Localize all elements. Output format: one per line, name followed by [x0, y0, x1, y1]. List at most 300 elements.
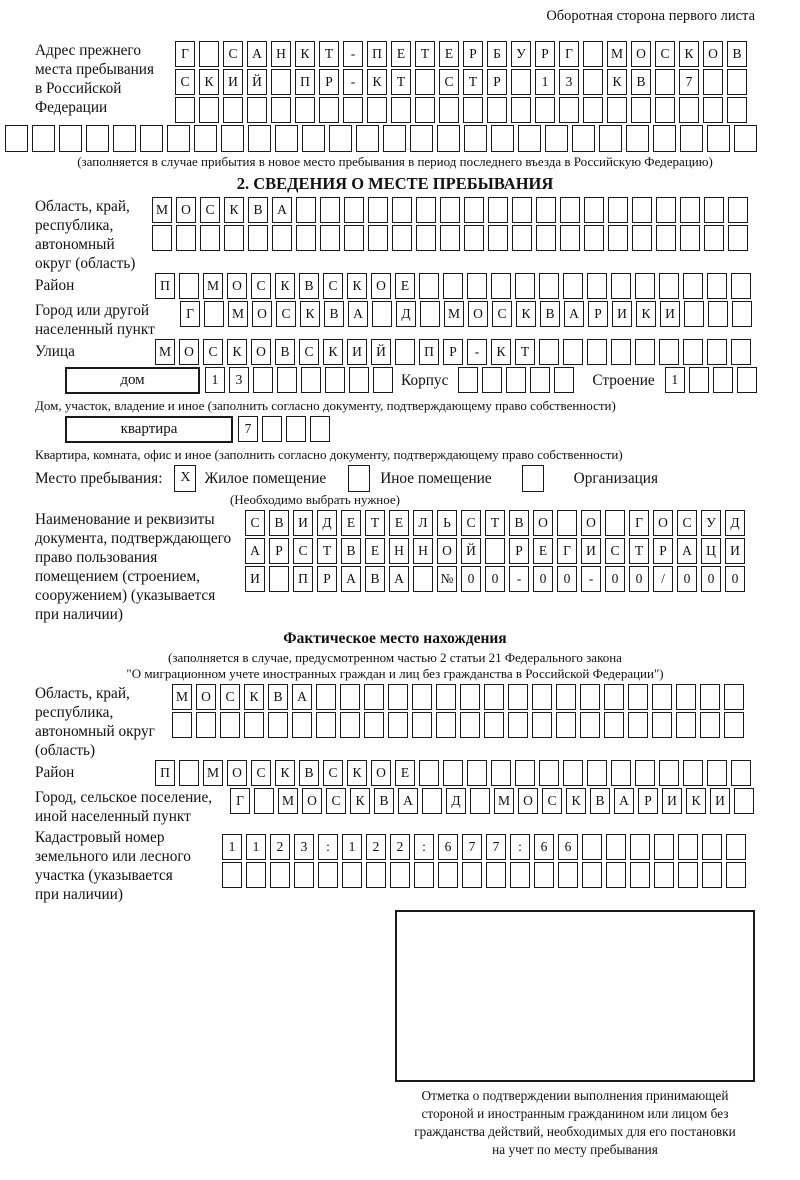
char-cell[interactable]: К	[244, 684, 264, 710]
char-cell[interactable]	[628, 712, 648, 738]
char-cell[interactable]: В	[590, 788, 610, 814]
char-cell[interactable]	[59, 125, 82, 152]
char-cell[interactable]: С	[175, 69, 195, 95]
char-cell[interactable]	[632, 225, 652, 251]
char-cell[interactable]	[659, 760, 679, 786]
char-cell[interactable]: О	[302, 788, 322, 814]
char-cell[interactable]	[443, 760, 463, 786]
char-cell[interactable]	[545, 125, 568, 152]
char-cell[interactable]: П	[155, 760, 175, 786]
char-cell[interactable]	[296, 225, 316, 251]
char-cell[interactable]: И	[245, 566, 265, 592]
char-cell[interactable]	[676, 684, 696, 710]
char-cell[interactable]	[482, 367, 502, 393]
char-cell[interactable]	[458, 367, 478, 393]
char-cell[interactable]	[580, 712, 600, 738]
char-cell[interactable]	[536, 225, 556, 251]
char-cell[interactable]	[316, 712, 336, 738]
char-cell[interactable]: М	[203, 273, 223, 299]
char-cell[interactable]	[316, 684, 336, 710]
char-cell[interactable]	[580, 684, 600, 710]
char-cell[interactable]: П	[419, 339, 439, 365]
char-cell[interactable]: С	[439, 69, 459, 95]
char-cell[interactable]: М	[444, 301, 464, 327]
char-cell[interactable]	[368, 197, 388, 223]
char-cell[interactable]	[419, 273, 439, 299]
char-cell[interactable]: О	[371, 273, 391, 299]
char-cell[interactable]	[678, 862, 698, 888]
char-cell[interactable]: Д	[725, 510, 745, 536]
char-cell[interactable]	[707, 339, 727, 365]
char-cell[interactable]: М	[228, 301, 248, 327]
char-cell[interactable]: П	[293, 566, 313, 592]
char-cell[interactable]: Т	[629, 538, 649, 564]
char-cell[interactable]	[703, 97, 723, 123]
char-cell[interactable]	[415, 97, 435, 123]
char-cell[interactable]: Д	[396, 301, 416, 327]
char-cell[interactable]	[731, 339, 751, 365]
char-cell[interactable]	[558, 862, 578, 888]
char-cell[interactable]	[340, 712, 360, 738]
char-cell[interactable]	[368, 225, 388, 251]
char-cell[interactable]: О	[251, 339, 271, 365]
char-cell[interactable]: 3	[229, 367, 249, 393]
char-cell[interactable]: С	[655, 41, 675, 67]
char-cell[interactable]	[532, 684, 552, 710]
char-cell[interactable]	[179, 273, 199, 299]
char-cell[interactable]	[726, 834, 746, 860]
char-cell[interactable]	[583, 69, 603, 95]
char-cell[interactable]: -	[467, 339, 487, 365]
char-cell[interactable]: О	[179, 339, 199, 365]
char-cell[interactable]: :	[414, 834, 434, 860]
char-cell[interactable]	[626, 125, 649, 152]
char-cell[interactable]	[419, 760, 439, 786]
char-cell[interactable]: С	[200, 197, 220, 223]
char-cell[interactable]	[680, 197, 700, 223]
char-cell[interactable]: -	[581, 566, 601, 592]
char-cell[interactable]: К	[491, 339, 511, 365]
char-cell[interactable]: Р	[535, 41, 555, 67]
char-cell[interactable]: Т	[463, 69, 483, 95]
char-cell[interactable]: О	[581, 510, 601, 536]
char-cell[interactable]	[222, 862, 242, 888]
char-cell[interactable]: 7	[679, 69, 699, 95]
char-cell[interactable]: К	[227, 339, 247, 365]
char-cell[interactable]	[464, 225, 484, 251]
char-cell[interactable]	[366, 862, 386, 888]
char-cell[interactable]: 0	[629, 566, 649, 592]
residential-checkbox[interactable]: X	[174, 465, 196, 492]
char-cell[interactable]	[318, 862, 338, 888]
char-cell[interactable]: :	[510, 834, 530, 860]
char-cell[interactable]: К	[300, 301, 320, 327]
char-cell[interactable]: В	[540, 301, 560, 327]
char-cell[interactable]	[388, 684, 408, 710]
char-cell[interactable]	[556, 712, 576, 738]
char-cell[interactable]	[440, 197, 460, 223]
char-cell[interactable]	[608, 197, 628, 223]
char-cell[interactable]	[443, 273, 463, 299]
char-cell[interactable]	[269, 566, 289, 592]
char-cell[interactable]: Е	[395, 273, 415, 299]
char-cell[interactable]: 0	[677, 566, 697, 592]
char-cell[interactable]	[460, 712, 480, 738]
char-cell[interactable]: П	[295, 69, 315, 95]
char-cell[interactable]: И	[581, 538, 601, 564]
char-cell[interactable]	[700, 684, 720, 710]
char-cell[interactable]	[412, 684, 432, 710]
char-cell[interactable]	[484, 684, 504, 710]
char-cell[interactable]: А	[245, 538, 265, 564]
char-cell[interactable]	[635, 339, 655, 365]
char-cell[interactable]	[635, 760, 655, 786]
char-cell[interactable]	[559, 97, 579, 123]
char-cell[interactable]: В	[299, 760, 319, 786]
char-cell[interactable]	[373, 367, 393, 393]
char-cell[interactable]	[508, 684, 528, 710]
char-cell[interactable]	[605, 510, 625, 536]
char-cell[interactable]: С	[677, 510, 697, 536]
char-cell[interactable]	[436, 684, 456, 710]
char-cell[interactable]: К	[224, 197, 244, 223]
char-cell[interactable]: Т	[391, 69, 411, 95]
char-cell[interactable]	[607, 97, 627, 123]
char-cell[interactable]	[410, 125, 433, 152]
char-cell[interactable]: 7	[462, 834, 482, 860]
char-cell[interactable]	[679, 97, 699, 123]
char-cell[interactable]	[437, 125, 460, 152]
char-cell[interactable]	[167, 125, 190, 152]
char-cell[interactable]	[532, 712, 552, 738]
char-cell[interactable]: 1	[535, 69, 555, 95]
char-cell[interactable]	[676, 712, 696, 738]
char-cell[interactable]	[587, 339, 607, 365]
char-cell[interactable]	[606, 862, 626, 888]
char-cell[interactable]: 6	[534, 834, 554, 860]
char-cell[interactable]: В	[727, 41, 747, 67]
char-cell[interactable]	[587, 273, 607, 299]
char-cell[interactable]: Г	[629, 510, 649, 536]
char-cell[interactable]: Т	[515, 339, 535, 365]
char-cell[interactable]	[604, 712, 624, 738]
char-cell[interactable]	[707, 125, 730, 152]
char-cell[interactable]	[301, 367, 321, 393]
char-cell[interactable]	[557, 510, 577, 536]
char-cell[interactable]: 3	[294, 834, 314, 860]
char-cell[interactable]	[727, 69, 747, 95]
char-cell[interactable]	[383, 125, 406, 152]
char-cell[interactable]	[140, 125, 163, 152]
char-cell[interactable]: 0	[557, 566, 577, 592]
char-cell[interactable]	[460, 684, 480, 710]
char-cell[interactable]: Т	[365, 510, 385, 536]
char-cell[interactable]	[420, 301, 440, 327]
char-cell[interactable]	[654, 862, 674, 888]
char-cell[interactable]: В	[248, 197, 268, 223]
char-cell[interactable]	[728, 197, 748, 223]
char-cell[interactable]	[491, 125, 514, 152]
char-cell[interactable]: 1	[222, 834, 242, 860]
char-cell[interactable]	[325, 367, 345, 393]
char-cell[interactable]	[270, 862, 290, 888]
char-cell[interactable]	[392, 225, 412, 251]
char-cell[interactable]	[467, 273, 487, 299]
char-cell[interactable]: Т	[317, 538, 337, 564]
char-cell[interactable]: С	[542, 788, 562, 814]
char-cell[interactable]	[277, 367, 297, 393]
char-cell[interactable]	[737, 367, 757, 393]
char-cell[interactable]: Р	[463, 41, 483, 67]
char-cell[interactable]	[275, 125, 298, 152]
char-cell[interactable]: Д	[317, 510, 337, 536]
char-cell[interactable]: И	[725, 538, 745, 564]
char-cell[interactable]: П	[367, 41, 387, 67]
char-cell[interactable]	[248, 225, 268, 251]
char-cell[interactable]	[438, 862, 458, 888]
char-cell[interactable]	[342, 862, 362, 888]
char-cell[interactable]	[486, 862, 506, 888]
char-cell[interactable]	[340, 684, 360, 710]
char-cell[interactable]: К	[347, 760, 367, 786]
char-cell[interactable]	[488, 197, 508, 223]
char-cell[interactable]: А	[341, 566, 361, 592]
char-cell[interactable]	[630, 834, 650, 860]
char-cell[interactable]	[655, 97, 675, 123]
char-cell[interactable]: О	[437, 538, 457, 564]
char-cell[interactable]: 6	[558, 834, 578, 860]
char-cell[interactable]	[463, 97, 483, 123]
char-cell[interactable]	[655, 69, 675, 95]
char-cell[interactable]: Р	[638, 788, 658, 814]
char-cell[interactable]: А	[677, 538, 697, 564]
char-cell[interactable]: Г	[557, 538, 577, 564]
char-cell[interactable]	[440, 225, 460, 251]
char-cell[interactable]: О	[252, 301, 272, 327]
char-cell[interactable]	[220, 712, 240, 738]
char-cell[interactable]: Т	[485, 510, 505, 536]
char-cell[interactable]: 1	[342, 834, 362, 860]
char-cell[interactable]: О	[227, 760, 247, 786]
char-cell[interactable]	[491, 273, 511, 299]
char-cell[interactable]	[583, 41, 603, 67]
char-cell[interactable]	[659, 339, 679, 365]
char-cell[interactable]: -	[343, 41, 363, 67]
char-cell[interactable]	[734, 125, 757, 152]
char-cell[interactable]	[535, 97, 555, 123]
char-cell[interactable]	[390, 862, 410, 888]
char-cell[interactable]: 1	[246, 834, 266, 860]
char-cell[interactable]: Н	[389, 538, 409, 564]
char-cell[interactable]: М	[278, 788, 298, 814]
char-cell[interactable]	[680, 225, 700, 251]
char-cell[interactable]	[487, 97, 507, 123]
char-cell[interactable]: 2	[366, 834, 386, 860]
char-cell[interactable]	[563, 760, 583, 786]
char-cell[interactable]: Е	[365, 538, 385, 564]
char-cell[interactable]: В	[299, 273, 319, 299]
char-cell[interactable]	[511, 97, 531, 123]
char-cell[interactable]	[356, 125, 379, 152]
char-cell[interactable]: Н	[271, 41, 291, 67]
char-cell[interactable]: С	[461, 510, 481, 536]
char-cell[interactable]	[391, 97, 411, 123]
char-cell[interactable]	[631, 97, 651, 123]
char-cell[interactable]: А	[614, 788, 634, 814]
char-cell[interactable]: М	[152, 197, 172, 223]
char-cell[interactable]	[652, 712, 672, 738]
char-cell[interactable]: С	[326, 788, 346, 814]
char-cell[interactable]: У	[701, 510, 721, 536]
char-cell[interactable]	[320, 225, 340, 251]
char-cell[interactable]: 3	[559, 69, 579, 95]
char-cell[interactable]	[364, 684, 384, 710]
char-cell[interactable]: С	[605, 538, 625, 564]
organization-checkbox[interactable]	[522, 465, 544, 492]
char-cell[interactable]: Й	[371, 339, 391, 365]
char-cell[interactable]: К	[679, 41, 699, 67]
char-cell[interactable]	[599, 125, 622, 152]
char-cell[interactable]: О	[533, 510, 553, 536]
char-cell[interactable]: С	[276, 301, 296, 327]
char-cell[interactable]: И	[662, 788, 682, 814]
char-cell[interactable]	[534, 862, 554, 888]
char-cell[interactable]	[491, 760, 511, 786]
char-cell[interactable]	[539, 760, 559, 786]
char-cell[interactable]	[510, 862, 530, 888]
char-cell[interactable]	[508, 712, 528, 738]
char-cell[interactable]	[582, 862, 602, 888]
char-cell[interactable]: Г	[230, 788, 250, 814]
char-cell[interactable]: Г	[175, 41, 195, 67]
char-cell[interactable]: Р	[653, 538, 673, 564]
char-cell[interactable]	[653, 125, 676, 152]
char-cell[interactable]: А	[292, 684, 312, 710]
char-cell[interactable]	[320, 197, 340, 223]
char-cell[interactable]: С	[323, 273, 343, 299]
char-cell[interactable]: Р	[487, 69, 507, 95]
char-cell[interactable]: А	[348, 301, 368, 327]
char-cell[interactable]: 7	[238, 416, 258, 442]
char-cell[interactable]	[224, 225, 244, 251]
char-cell[interactable]: С	[251, 273, 271, 299]
char-cell[interactable]: Р	[509, 538, 529, 564]
char-cell[interactable]	[462, 862, 482, 888]
char-cell[interactable]	[683, 760, 703, 786]
char-cell[interactable]: В	[341, 538, 361, 564]
char-cell[interactable]: С	[492, 301, 512, 327]
char-cell[interactable]	[572, 125, 595, 152]
char-cell[interactable]: С	[223, 41, 243, 67]
char-cell[interactable]	[422, 788, 442, 814]
char-cell[interactable]	[539, 339, 559, 365]
char-cell[interactable]: И	[347, 339, 367, 365]
char-cell[interactable]	[728, 225, 748, 251]
char-cell[interactable]	[684, 301, 704, 327]
char-cell[interactable]	[731, 273, 751, 299]
char-cell[interactable]	[708, 301, 728, 327]
char-cell[interactable]: В	[631, 69, 651, 95]
char-cell[interactable]: К	[275, 760, 295, 786]
char-cell[interactable]: С	[293, 538, 313, 564]
char-cell[interactable]	[515, 273, 535, 299]
char-cell[interactable]	[294, 862, 314, 888]
char-cell[interactable]: А	[247, 41, 267, 67]
char-cell[interactable]: К	[566, 788, 586, 814]
char-cell[interactable]	[587, 760, 607, 786]
char-cell[interactable]	[296, 197, 316, 223]
char-cell[interactable]: П	[155, 273, 175, 299]
char-cell[interactable]	[703, 69, 723, 95]
char-cell[interactable]: К	[295, 41, 315, 67]
char-cell[interactable]	[254, 788, 274, 814]
char-cell[interactable]: К	[686, 788, 706, 814]
char-cell[interactable]	[702, 834, 722, 860]
char-cell[interactable]: Е	[341, 510, 361, 536]
char-cell[interactable]: В	[509, 510, 529, 536]
char-cell[interactable]	[635, 273, 655, 299]
char-cell[interactable]	[632, 197, 652, 223]
char-cell[interactable]: 2	[390, 834, 410, 860]
char-cell[interactable]: В	[365, 566, 385, 592]
char-cell[interactable]	[515, 760, 535, 786]
char-cell[interactable]: 7	[486, 834, 506, 860]
char-cell[interactable]	[413, 566, 433, 592]
char-cell[interactable]: 0	[533, 566, 553, 592]
char-cell[interactable]: Ь	[437, 510, 457, 536]
char-cell[interactable]	[713, 367, 733, 393]
char-cell[interactable]	[415, 69, 435, 95]
char-cell[interactable]	[560, 197, 580, 223]
char-cell[interactable]	[608, 225, 628, 251]
char-cell[interactable]: М	[172, 684, 192, 710]
char-cell[interactable]: И	[660, 301, 680, 327]
char-cell[interactable]	[344, 225, 364, 251]
char-cell[interactable]: У	[511, 41, 531, 67]
char-cell[interactable]: К	[350, 788, 370, 814]
char-cell[interactable]	[530, 367, 550, 393]
char-cell[interactable]: С	[245, 510, 265, 536]
char-cell[interactable]: №	[437, 566, 457, 592]
char-cell[interactable]	[179, 760, 199, 786]
char-cell[interactable]	[416, 197, 436, 223]
char-cell[interactable]: С	[323, 760, 343, 786]
char-cell[interactable]	[506, 367, 526, 393]
char-cell[interactable]	[113, 125, 136, 152]
char-cell[interactable]	[726, 862, 746, 888]
char-cell[interactable]	[560, 225, 580, 251]
char-cell[interactable]	[584, 197, 604, 223]
char-cell[interactable]	[484, 712, 504, 738]
char-cell[interactable]: К	[323, 339, 343, 365]
char-cell[interactable]: К	[275, 273, 295, 299]
char-cell[interactable]	[343, 97, 363, 123]
char-cell[interactable]	[485, 538, 505, 564]
char-cell[interactable]: В	[269, 510, 289, 536]
char-cell[interactable]: 0	[725, 566, 745, 592]
char-cell[interactable]	[656, 197, 676, 223]
char-cell[interactable]	[292, 712, 312, 738]
char-cell[interactable]: Б	[487, 41, 507, 67]
char-cell[interactable]	[196, 712, 216, 738]
char-cell[interactable]: К	[199, 69, 219, 95]
char-cell[interactable]	[683, 273, 703, 299]
char-cell[interactable]	[731, 760, 751, 786]
char-cell[interactable]: Г	[559, 41, 579, 67]
char-cell[interactable]	[611, 273, 631, 299]
char-cell[interactable]: К	[367, 69, 387, 95]
char-cell[interactable]: О	[196, 684, 216, 710]
